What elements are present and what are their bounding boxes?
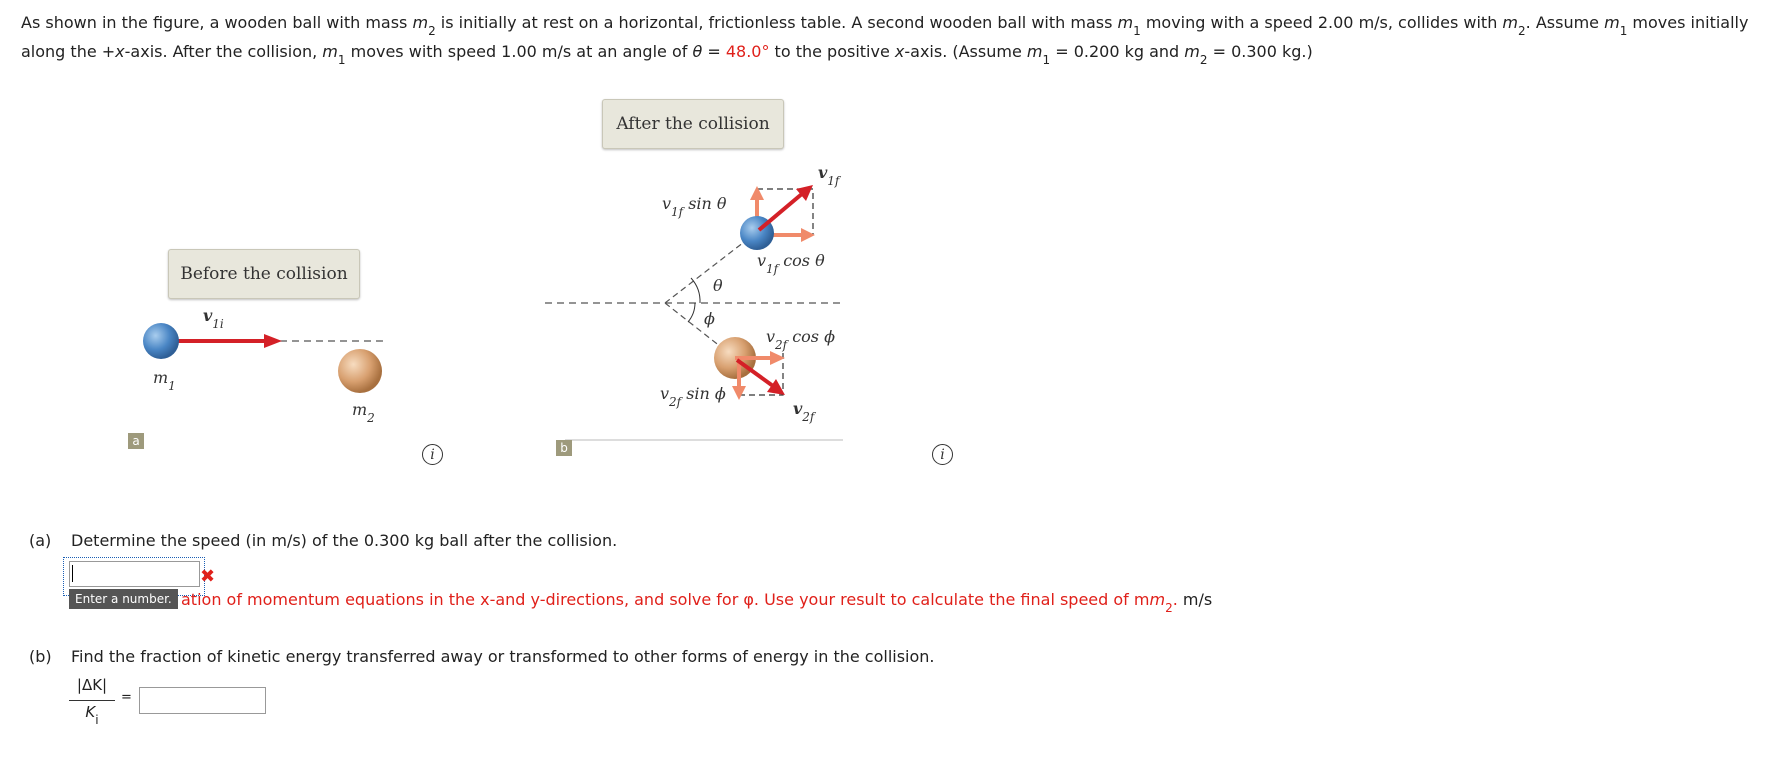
text: = 0.200 kg and bbox=[1050, 42, 1185, 61]
ball-m1 bbox=[143, 323, 179, 359]
sub: 2 bbox=[1518, 24, 1526, 39]
answer-b-input[interactable] bbox=[139, 687, 266, 714]
text: moving with a speed 2.00 m/s, collides with bbox=[1140, 13, 1503, 32]
text: = bbox=[702, 42, 726, 61]
phi-label: ϕ bbox=[704, 309, 715, 328]
v1f-sin-head bbox=[750, 186, 764, 200]
sin-phi: sin ϕ bbox=[681, 384, 726, 403]
sub: 1f bbox=[671, 205, 684, 220]
var-m: m bbox=[322, 42, 338, 61]
var-m: m bbox=[1502, 13, 1519, 32]
sub: 1f bbox=[827, 174, 840, 189]
sub: 1 bbox=[1133, 24, 1141, 39]
text: is initially at rest on a horizontal, frictionless table. A second wooden ball with mass bbox=[435, 13, 1118, 32]
fraction-numerator: |ΔK| bbox=[76, 676, 108, 694]
phi-arc bbox=[688, 303, 695, 322]
theta-label: θ bbox=[713, 276, 723, 295]
figure-b-badge: b bbox=[556, 440, 572, 456]
v-symbol: v bbox=[203, 306, 213, 325]
v2f-sin-head bbox=[732, 386, 746, 400]
part-b-number: (b) bbox=[29, 647, 52, 666]
v1f-label bbox=[818, 163, 840, 189]
text-cursor bbox=[72, 565, 73, 582]
v-symbol: v bbox=[818, 163, 828, 182]
var-m: m bbox=[1117, 13, 1134, 32]
v1f-cos-label bbox=[757, 251, 825, 277]
v-symbol: v bbox=[766, 327, 776, 346]
part-b-text: Find the fraction of kinetic energy transferred away or transformed to other forms of energy in the collision. bbox=[71, 647, 935, 666]
text: -axis. After the collision, bbox=[124, 42, 323, 61]
var-x: x bbox=[115, 42, 125, 61]
sin-theta: sin θ bbox=[683, 194, 727, 213]
m-symbol: m bbox=[352, 400, 368, 419]
ball-m2 bbox=[338, 349, 382, 393]
unit-label: m/s bbox=[1177, 590, 1213, 609]
var-theta: θ bbox=[692, 42, 703, 61]
v-symbol: v bbox=[757, 251, 767, 270]
text: As shown in the figure, a wooden ball with mass bbox=[21, 13, 413, 32]
sub: 2 bbox=[1199, 53, 1208, 68]
part-a-number: (a) bbox=[29, 531, 52, 550]
hint-end: . bbox=[1172, 590, 1178, 609]
v1f-cos-head bbox=[801, 228, 815, 242]
enter-number-tooltip: Enter a number. bbox=[69, 589, 178, 609]
sub: 1 bbox=[1042, 53, 1051, 68]
v2f-label bbox=[793, 399, 815, 425]
answer-a-input[interactable] bbox=[69, 561, 200, 587]
fraction-denominator bbox=[70, 703, 114, 727]
text: to the positive bbox=[769, 42, 895, 61]
m1-label bbox=[153, 368, 176, 394]
figure-a-badge: a bbox=[128, 433, 144, 449]
part-a-text: Determine the speed (in m/s) of the 0.300 kg ball after the collision. bbox=[71, 531, 618, 550]
text: = 0.300 kg.) bbox=[1207, 42, 1313, 61]
sub: 2f bbox=[669, 395, 682, 410]
wrong-answer-icon: ✖ bbox=[200, 566, 216, 587]
hint-text: ation of momentum equations in the x-and y-directions, and solve for φ. Use your result to calculate the final speed of m bbox=[181, 590, 1150, 609]
v-symbol: v bbox=[793, 399, 803, 418]
sub: 1i bbox=[212, 317, 224, 332]
sub: 1 bbox=[337, 53, 346, 68]
k-symbol: K bbox=[85, 703, 96, 721]
cos-phi: cos ϕ bbox=[787, 327, 836, 346]
text: . Assume bbox=[1525, 13, 1605, 32]
sub: 1 bbox=[1619, 24, 1628, 39]
sub: i bbox=[95, 713, 99, 727]
var-m: m bbox=[1026, 42, 1043, 61]
v1f-arrow bbox=[759, 193, 803, 230]
var-x: x bbox=[894, 42, 905, 61]
v2f-cos-label bbox=[766, 327, 836, 353]
fraction-bar bbox=[69, 700, 115, 701]
v1f-sin-label bbox=[662, 194, 727, 220]
part-a-question bbox=[29, 531, 617, 550]
v-symbol: v bbox=[662, 194, 672, 213]
var-m: m bbox=[1604, 13, 1620, 32]
text: moves with speed 1.00 m/s at an angle of bbox=[345, 42, 693, 61]
v2f-sin-label bbox=[660, 384, 726, 410]
cos-theta: cos θ bbox=[778, 251, 825, 270]
theta-value: 48.0° bbox=[725, 42, 770, 61]
sub: 2f bbox=[802, 410, 815, 425]
problem-statement bbox=[21, 8, 1761, 66]
sub: 2f bbox=[775, 338, 788, 353]
v-symbol: v bbox=[660, 384, 670, 403]
equals-sign: = bbox=[121, 690, 132, 705]
sub: 2 bbox=[428, 24, 436, 39]
before-collision-title: Before the collision bbox=[168, 249, 360, 299]
sub: 2 bbox=[1165, 601, 1173, 616]
v1i-label bbox=[203, 306, 224, 332]
sub: 1f bbox=[766, 262, 779, 277]
sub: 2 bbox=[367, 411, 375, 426]
hint-m: m bbox=[1149, 590, 1166, 609]
var-m: m bbox=[1184, 42, 1200, 61]
text: moves initially along the + bbox=[21, 13, 1749, 61]
part-a-hint bbox=[181, 590, 1213, 616]
part-b-question bbox=[29, 647, 935, 666]
after-collision-title: After the collision bbox=[602, 99, 784, 149]
info-icon[interactable]: i bbox=[422, 444, 443, 465]
info-icon[interactable]: i bbox=[932, 444, 953, 465]
m-symbol: m bbox=[153, 368, 169, 387]
v1i-arrowhead bbox=[264, 334, 282, 348]
sub: 1 bbox=[168, 379, 176, 394]
text: -axis. (Assume bbox=[904, 42, 1027, 61]
var-m: m bbox=[412, 13, 429, 32]
m2-label bbox=[352, 400, 375, 426]
